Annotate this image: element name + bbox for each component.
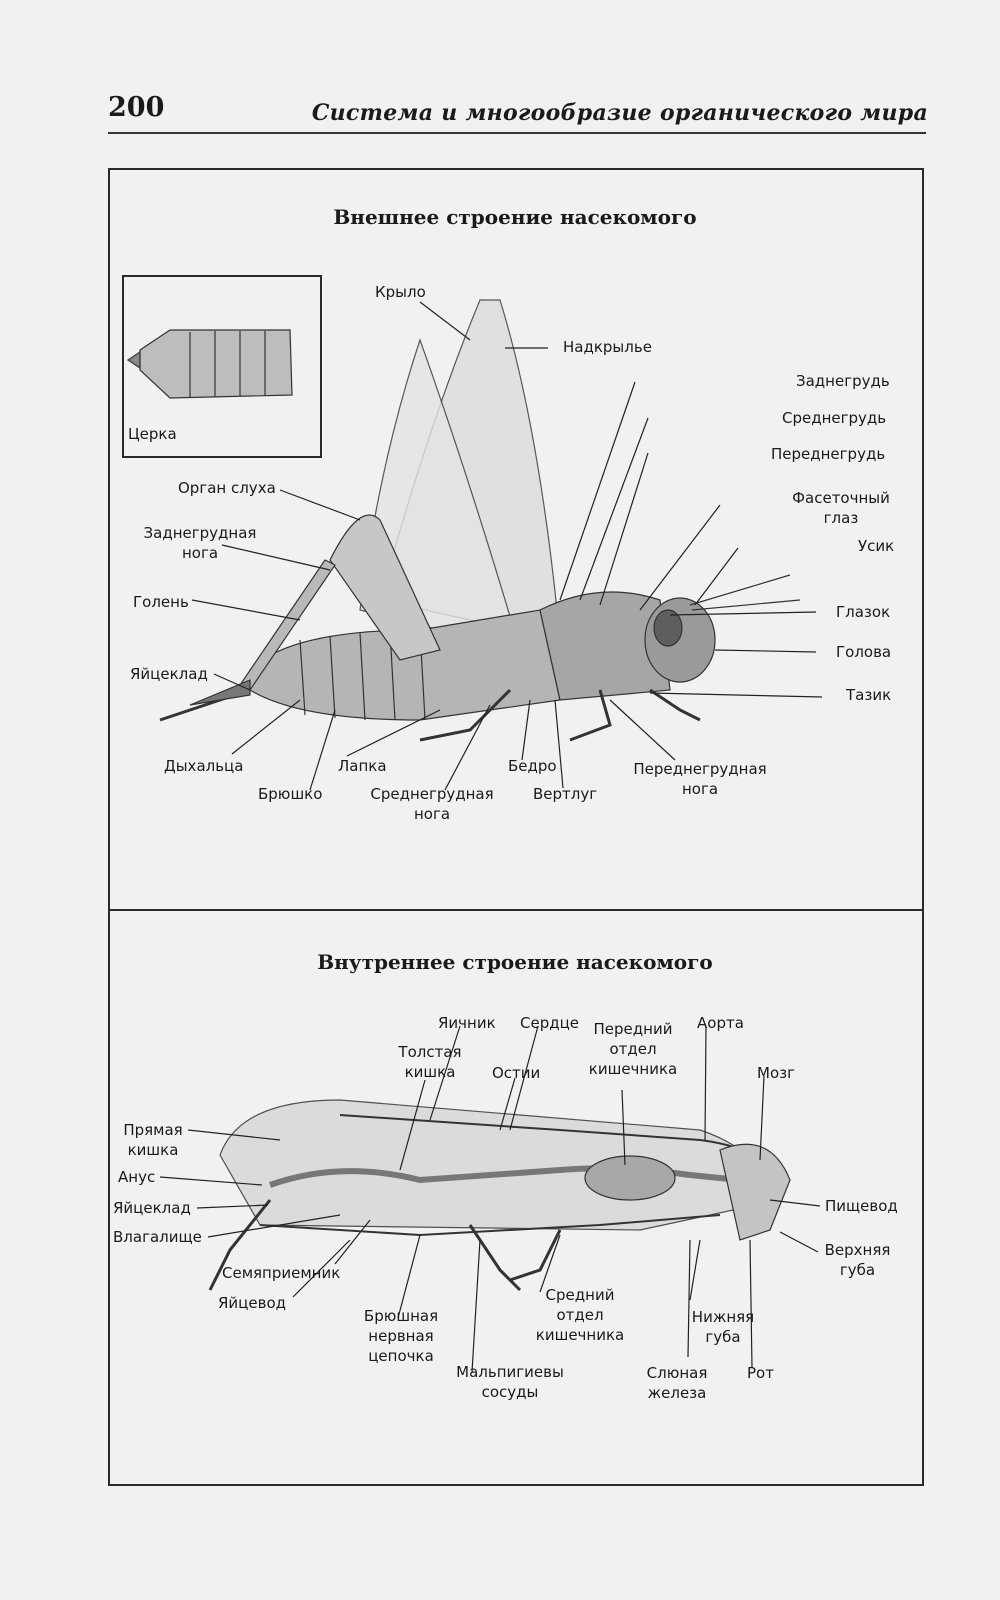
label-vagina: Влагалище [113,1228,202,1246]
label-nerve-cord [356,1306,446,1366]
label-elytron: Надкрылье [563,338,652,356]
label-ocellus: Глазок [836,603,891,621]
label-foregut-line1: Передний [593,1020,673,1038]
label-lower-lip-line1: Нижняя [691,1308,755,1326]
page-number: 200 [108,92,165,123]
label-ovipositor: Яйцеклад [130,665,208,683]
label-salivary-gland [637,1363,717,1403]
label-prothorax: Переднегрудь [771,445,886,463]
label-abdomen: Брюшко [258,785,323,803]
label-spermatheca: Семяприемник [222,1264,341,1282]
label-coxa: Тазик [846,686,892,704]
internal-structure-title: Внутреннее строение насекомого [317,950,713,974]
label-ostia: Остии [492,1064,541,1082]
label-mesothorax: Среднегрудь [782,409,887,427]
label-midgut-line3: кишечника [535,1326,625,1344]
label-cerca: Церка [128,425,177,443]
label-malpighian-line2: сосуды [481,1383,539,1401]
label-middle-leg [362,784,502,824]
label-hearing-organ: Орган слуха [178,479,276,497]
label-aorta: Аорта [697,1014,744,1032]
label-esophagus: Пищевод [825,1197,898,1215]
abdomen-tip-drawing [128,330,292,398]
label-front-leg-line1: Переднегрудная [633,760,767,778]
label-large-intestine-line1: Толстая [398,1043,462,1061]
label-compound-eye [786,488,896,528]
label-heart: Сердце [520,1014,580,1032]
label-wing: Крыло [375,283,426,301]
label-hind-leg-line1: Заднегрудная [143,524,257,542]
label-front-leg-line2: нога [681,780,719,798]
label-internal-ovipositor: Яйцеклад [113,1199,191,1217]
label-malpighian-line1: Мальпигиевы [456,1363,564,1381]
running-title: Система и многообразие органического мира [311,100,928,126]
label-middle-leg-line1: Среднегрудная [370,785,494,803]
label-oviduct: Яйцевод [218,1294,286,1312]
label-upper-lip-line2: губа [839,1261,876,1279]
label-large-intestine-line2: кишка [404,1063,456,1081]
label-head: Голова [836,643,892,661]
label-nerve-cord-line3: цепочка [368,1347,434,1365]
label-tibia: Голень [133,593,189,611]
label-compound-eye-line2: глаз [823,509,859,527]
label-foregut-line2: отдел [609,1040,657,1058]
label-antenna: Усик [858,537,895,555]
label-compound-eye-line1: Фасеточный [792,489,890,507]
label-large-intestine [390,1042,470,1082]
label-lower-lip [683,1307,763,1347]
label-foregut-line3: кишечника [588,1060,678,1078]
label-nerve-cord-line2: нервная [368,1327,434,1345]
label-midgut-line2: отдел [556,1306,604,1324]
label-hind-leg [135,523,265,563]
label-nerve-cord-line1: Брюшная [363,1307,439,1325]
label-salivary-gland-line2: железа [647,1384,707,1402]
label-foregut [578,1019,688,1079]
label-upper-lip-line1: Верхняя [824,1241,891,1259]
label-spiracles: Дыхальца [164,757,244,775]
label-femur: Бедро [508,757,557,775]
label-ovary: Яичник [438,1014,496,1032]
label-rectum-line2: кишка [127,1141,179,1159]
label-midgut-line1: Средний [545,1286,615,1304]
label-brain: Мозг [757,1064,795,1082]
external-structure-title: Внешнее строение насекомого [333,205,697,229]
label-upper-lip [815,1240,900,1280]
label-middle-leg-line2: нога [413,805,451,823]
label-trochanter: Вертлуг [533,785,598,803]
label-salivary-gland-line1: Слюная [646,1364,708,1382]
label-midgut [525,1285,635,1345]
label-tarsus: Лапка [338,757,387,775]
label-rectum [118,1120,188,1160]
label-mouth: Рот [747,1364,774,1382]
label-lower-lip-line2: губа [705,1328,741,1346]
label-anus: Анус [118,1168,156,1186]
label-hind-leg-line2: нога [181,544,219,562]
label-rectum-line1: Прямая [123,1121,183,1139]
label-front-leg [625,759,775,799]
label-metathorax: Заднегрудь [796,372,890,390]
label-malpighian [445,1362,575,1402]
